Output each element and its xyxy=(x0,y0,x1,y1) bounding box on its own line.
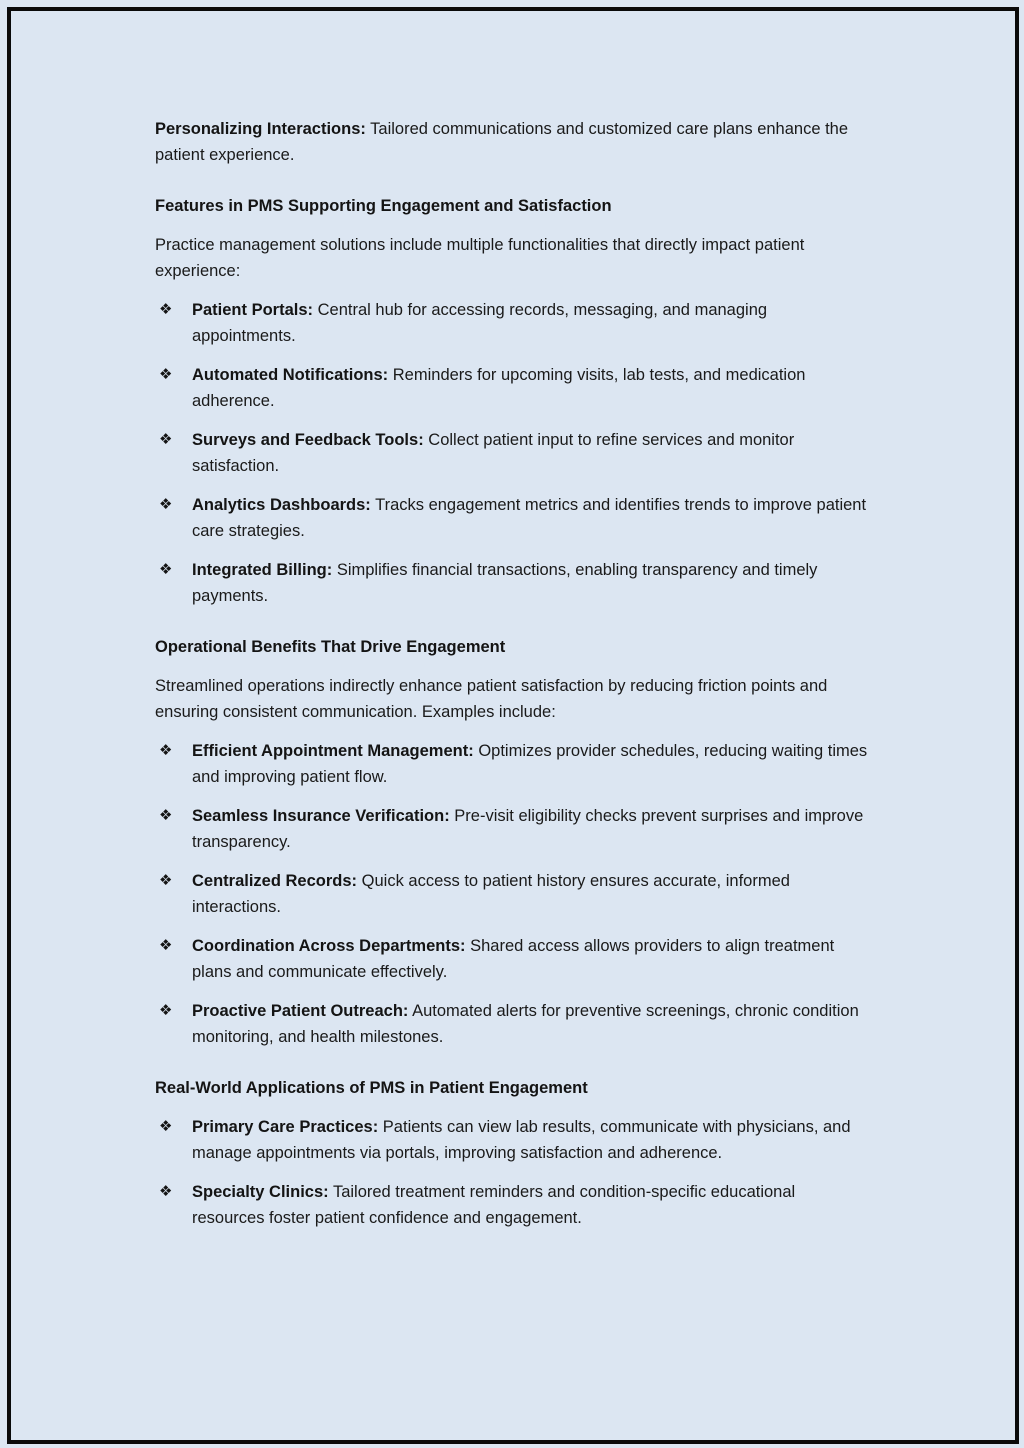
list-item xyxy=(155,933,872,985)
list-item-text: Coordination Across Departments: Shared access allows providers to align treatment plans and communicate effectively. xyxy=(192,937,835,981)
section-heading: Features in PMS Supporting Engagement and Satisfaction xyxy=(155,197,612,215)
list-item-text: Automated Notifications: Reminders for upcoming visits, lab tests, and medication adherence. xyxy=(192,366,806,410)
paragraph: Practice management solutions include multiple functionalities that directly impact patient experience: xyxy=(155,236,805,280)
list-item xyxy=(155,1114,872,1166)
bullet-list xyxy=(155,1114,872,1231)
list-item xyxy=(155,427,872,479)
bold-lead-text: Analytics Dashboards: xyxy=(192,496,371,514)
list-item-text: Patient Portals: Central hub for accessing records, messaging, and managing appointments. xyxy=(192,301,768,345)
bold-lead-text: Automated Notifications: xyxy=(192,366,389,384)
diamond-bullet-icon: ❖ xyxy=(159,431,173,448)
bullet-list xyxy=(155,297,872,609)
list-item-text: Integrated Billing: Simplifies financial transactions, enabling transparency and timely payments. xyxy=(192,561,818,605)
list-item-text: Seamless Insurance Verification: Pre-visit eligibility checks prevent surprises and improve transparency. xyxy=(192,807,864,851)
diamond-bullet-icon: ❖ xyxy=(159,872,173,889)
list-item xyxy=(155,998,872,1050)
diamond-bullet-icon: ❖ xyxy=(159,807,173,824)
list-item xyxy=(155,297,872,349)
list-item xyxy=(155,557,872,609)
diamond-bullet-icon: ❖ xyxy=(159,1002,173,1019)
bold-lead-text: Centralized Records: xyxy=(192,872,358,890)
bold-lead-text: Personalizing Interactions: xyxy=(155,120,366,138)
bold-lead-text: Primary Care Practices: xyxy=(192,1118,379,1136)
list-item-text: Centralized Records: Quick access to patient history ensures accurate, informed interactions. xyxy=(192,872,790,916)
paragraph: Streamlined operations indirectly enhance patient satisfaction by reducing friction points and ensuring consistent communication. Examples include: xyxy=(155,677,828,721)
bold-lead-text: Coordination Across Departments: xyxy=(192,937,466,955)
list-item-text: Efficient Appointment Management: Optimizes provider schedules, reducing waiting times and improving patient flow. xyxy=(192,742,868,786)
diamond-bullet-icon: ❖ xyxy=(159,301,173,318)
bold-lead-text: Efficient Appointment Management: xyxy=(192,742,474,760)
diamond-bullet-icon: ❖ xyxy=(159,937,173,954)
section-heading: Real-World Applications of PMS in Patient Engagement xyxy=(155,1079,588,1097)
list-item xyxy=(155,738,872,790)
bold-lead-text: Patient Portals: xyxy=(192,301,314,319)
diamond-bullet-icon: ❖ xyxy=(159,1118,173,1135)
list-item-text: Primary Care Practices: Patients can view lab results, communicate with physicians, and manage appointments via portals, improving satisfaction and adherence. xyxy=(192,1118,851,1162)
list-item xyxy=(155,868,872,920)
list-item xyxy=(155,492,872,544)
bold-lead-text: Proactive Patient Outreach: xyxy=(192,1002,409,1020)
diamond-bullet-icon: ❖ xyxy=(159,496,173,513)
list-item-text: Proactive Patient Outreach: Automated alerts for preventive screenings, chronic condition monitoring, and health milestones. xyxy=(192,1002,859,1046)
bold-lead-text: Specialty Clinics: xyxy=(192,1183,329,1201)
diamond-bullet-icon: ❖ xyxy=(159,561,173,578)
paragraph: Personalizing Interactions: Tailored communications and customized care plans enhance the patient experience. xyxy=(155,120,849,164)
list-item-text: Surveys and Feedback Tools: Collect patient input to refine services and monitor satisfaction. xyxy=(192,431,795,475)
bold-lead-text: Seamless Insurance Verification: xyxy=(192,807,450,825)
diamond-bullet-icon: ❖ xyxy=(159,1183,173,1200)
list-item xyxy=(155,803,872,855)
diamond-bullet-icon: ❖ xyxy=(159,366,173,383)
bold-lead-text: Surveys and Feedback Tools: xyxy=(192,431,424,449)
list-item xyxy=(155,362,872,414)
bullet-list xyxy=(155,738,872,1050)
list-item-text: Analytics Dashboards: Tracks engagement metrics and identifies trends to improve patient care strategies. xyxy=(192,496,867,540)
section-heading: Operational Benefits That Drive Engagement xyxy=(155,638,506,656)
diamond-bullet-icon: ❖ xyxy=(159,742,173,759)
list-item xyxy=(155,1179,872,1231)
bold-lead-text: Integrated Billing: xyxy=(192,561,333,579)
list-item-text: Specialty Clinics: Tailored treatment reminders and condition-specific educational resources foster patient confidence and engagement. xyxy=(192,1183,796,1227)
